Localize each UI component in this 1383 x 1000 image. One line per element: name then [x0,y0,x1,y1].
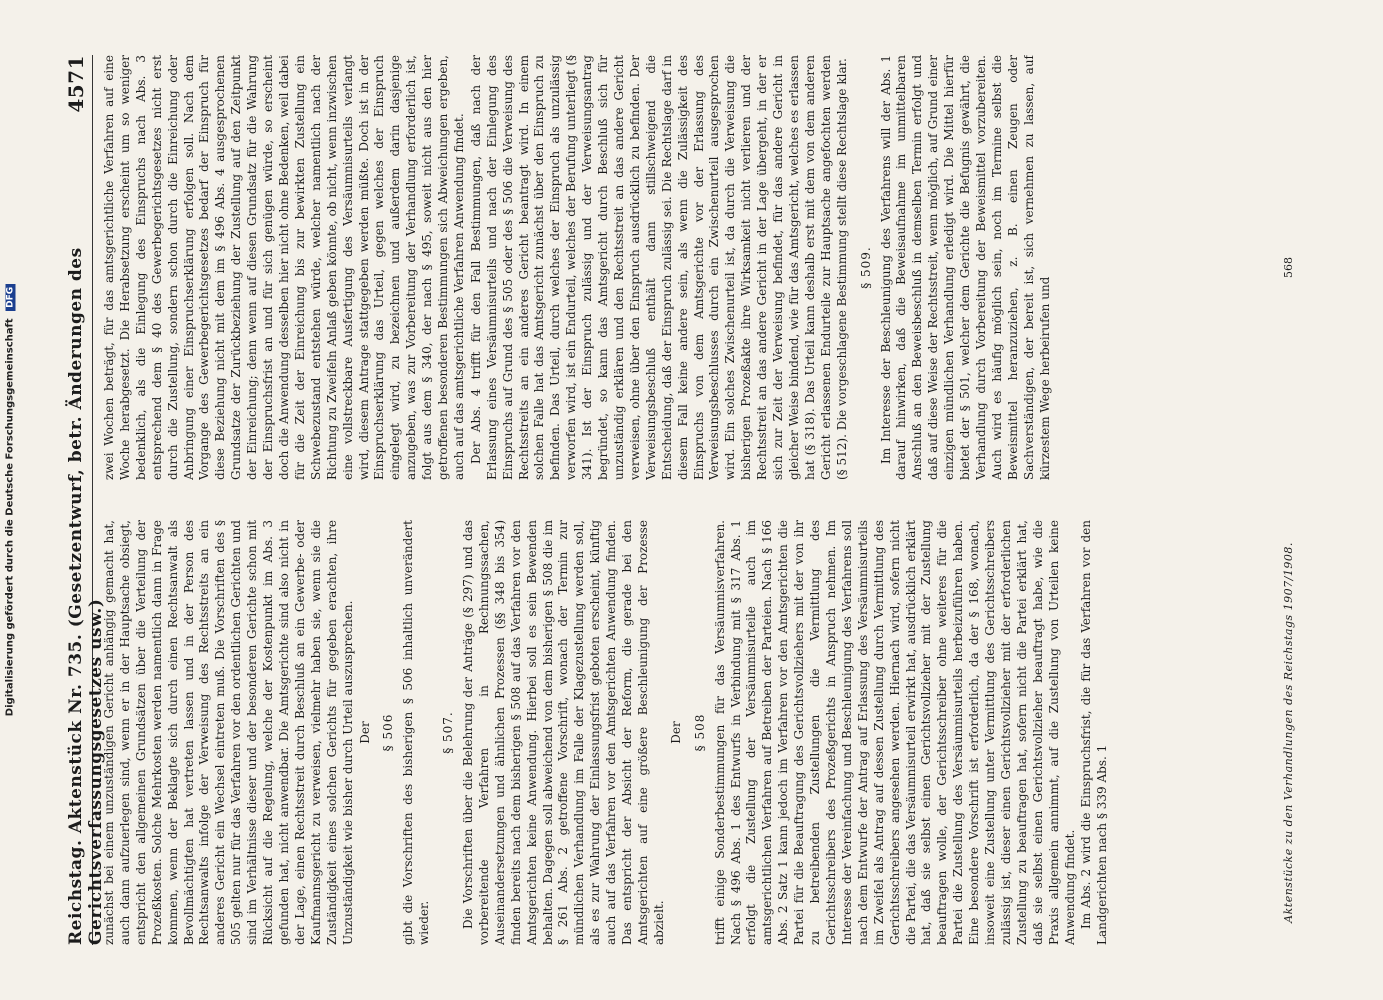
paragraph: Die Vorschriften über die Belehrung der Anträge (§ 297) und das vorbereitende Verfahren in Rechnungssachen, Auseinandersetzungen und ähnlichen Prozessen (§§ 348 bis 354) finden bereits nach dem bisherigen § 508 auf das Verfahren vor den Amtsgerichten keine Anwendung. Hierbei soll es sein Bewenden behalten. Dagegen soll abweichend von dem bisherigen § 508 die im § 261 Abs. 2 getroffene Vorschrift, wonach der Termin zur mündlichen Verhandlung im Falle der Klagezustellung werden soll, als es zur Wahrung der Einlassungsfrist geboten erscheint, künftig auch auf das Verfahren vor den Amtsgerichten Anwendung finden. Das entspricht der Absicht der Reform, die gerade bei den Amtsgerichten auf eine größere Beschleunigung der Prozesse abzielt. [461,520,666,945]
paragraph: Im Interesse der Beschleunigung des Verfahrens will der Abs. 1 darauf hinwirken, daß die Beweisaufnahme im unmittelbaren Anschluß an den Beweisbeschluß in demselben Termin erfolgt und daß auf diese Weise der Rechtsstreit, wenn möglich, auf Grund einer einzigen mündlichen Verhandlung erledigt wird. Die Mittel hierfür bietet der § 501, welcher dem Gerichte die Befugnis gewährt, die Verhandlung durch Vorbereitung der Beweismittel vorzubereiten. Auch wird es häufig möglich sein, noch im Termine selbst die Beweismittel heranzuziehen, z. B. einen Zeugen oder Sachverständigen, der bereit ist, sich vernehmen zu lassen, auf kürzestem Wege herbeirufen und [878,55,1052,480]
paragraph: Der Abs. 4 trifft für den Fall Bestimmungen, daß nach der Erlassung eines Versäumnisurteils und nach der Einlegung des Einspruchs auf Grund des § 505 oder des § 506 die Verweisung des Rechtsstreits an ein anderes Gericht beantragt wird. In einem solchen Falle hat das Amtsgericht zunächst über den Einspruch zu befinden. Das Urteil, durch welches der Einspruch als unzulässig verworfen wird, ist ein Endurteil, welches der Berufung unterliegt (§ 341). Ist der Einspruch zulässig und der Verweisungsantrag begründet, so kann das Amtsgericht durch Beschluß sich für unzuständig erklären und den Rechtsstreit an das andere Gericht verweisen, ohne über den Einspruch ausdrücklich zu befinden. Der Verweisungsbeschluß enthält dann stillschweigend die Entscheidung, daß der Einspruch zulässig sei. Die Rechtslage darf in diesem Fall keine andere sein, als wenn die Zulässigkeit des Einspruchs von dem Amtsgerichte vor der Erlassung des Verweisungsbeschlusses durch ein Zwischenurteil ausgesprochen wird. Ein solches Zwischenurteil ist, da durch die Verweisung die bisherigen Prozeßakte ihre Wirksamkeit nicht verlieren und der Rechtsstreit an das andere Gericht in der Lage übergeht, in der er sich zur Zeit der Verweisung befindet, für das andere Gericht in gleicher Weise bindend, wie für das Amtsgericht, welches es erlassen hat (§ 318). Das Urteil kann deshalb erst mit dem von dem anderen Gericht erlassenen Endurteile zur Hauptsache angefochten werden (§ 512). Die vorgeschlagene Bestimmung stellt diese Rechtslage klar. [468,55,849,480]
section-heading-506: § 506 [381,713,396,752]
paragraph: Im Abs. 2 wird die Einspruchsfrist, die für das Verfahren vor den Landgerichten nach § 339 Abs. 1 [1079,520,1110,945]
paragraph: zwei Wochen beträgt, für das amtsgerichtliche Verfahren auf eine Woche herabgesetzt. Die Herabsetzung erscheint um so weniger bedenklich, als die Einlegung des Einspruchs nach Abs. 3 entsprechend dem § 40 des Gewerbegerichtsgesetzes nicht erst durch die Zustellung, sondern schon durch die Einreichung oder Anbringung einer Einspruchserklärung erfolgen soll. Nach dem Vorgange des Gewerbegerichtsgesetzes bedarf der Einspruch für diese Beziehung nicht mit dem im § 496 Abs. 4 ausgesprochenen Grundsatze der Zurückbeziehung der Zustellung auf den Zeitpunkt der Einreichung; denn wenn auf diesen Grundsatz für die Wahrung der Einspruchsfrist an und für sich genügen würde, so erscheint doch die Anwendung desselben hier nicht ohne Bedenken, weil dabei für die Zeit der Einreichung bis zur bewirkten Zustellung ein Schwebezustand entstehen würde, welcher namentlich nach der Richtung zu Zweifeln Anlaß geben könnte, ob nicht, wenn inzwischen eine vollstreckbare Ausfertigung des Versäumnisurteils verlangt wird, diesem Antrage stattgegeben werden müßte. Doch ist in der Einspruchserklärung das Urteil, gegen welches der Einspruch eingelegt wird, zu bezeichnen und außerdem darin dasjenige anzugeben, was zur Vorbereitung der Verhandlung erforderlich ist, folgt aus dem § 340, der nach § 495, soweit nicht aus den hier getroffenen besonderen Bestimmungen sich Abweichungen ergeben, auch auf das amtsgerichtliche Verfahren Anwendung findet. [102,55,466,480]
digitization-note-text: Digitalisierung gefördert durch die Deutsche Forschungsgemeinschaft [4,318,16,717]
paragraph: zunächst bei einem unzuständigen Gericht anhängig gemacht hat, auch dann aufzuerlegen sind, wenn er in der Hauptsache obsiegt, entspricht den allgemeinen Grundsätzen über die Verteilung der Prozeßkosten. Solche Mehrkosten werden namentlich dann in Frage kommen, wenn der Beklagte sich durch einen Rechtsanwalt als Bevollmächtigten hat vertreten lassen und in der Person des Rechtsanwalts infolge der Verweisung des Rechtsstreits an ein anderes Gericht ein Wechsel eintreten muß. Die Vorschriften des § 505 gelten nur für das Verfahren vor den ordentlichen Gerichten und sind im Verhältnisse dieser und der besonderen Gerichte schon mit Rücksicht auf die Regelung, welche der Kostenpunkt im Abs. 3 gefunden hat, nicht anwendbar. Die Amtsgerichte sind also nicht in der Lage, einen Rechtsstreit durch Beschluß an ein Gewerbe- oder Kaufmannsgericht zu verweisen, vielmehr haben sie, wenn sie die Zuständigkeit eines solchen Gerichts für gegeben erachten, ihre Unzuständigkeit wie bisher durch Urteil auszusprechen. [102,520,355,945]
paragraph-der: Der [668,721,683,744]
dfg-logo: DFG [6,284,16,311]
sheet-number: 568 [1282,257,1295,278]
footer-note: Aktenstücke zu den Verhandlungen des Reichstags 1907/1908. [1282,542,1295,923]
section-heading-508: § 508 [692,713,707,752]
section-heading-507: § 507. [441,711,456,754]
scanned-page [60,55,1320,945]
paragraph: gibt die Vorschriften des bisherigen § 506 inhaltlich unverändert wieder. [401,520,432,945]
section-heading-509: § 509. [858,246,873,289]
running-header [60,55,106,945]
paragraph: trifft einige Sonderbestimmungen für das Versäumnisverfahren. Nach § 496 Abs. 1 des Entwurfs in Verbindung mit § 317 Abs. 1 erfolgt die Zustellung der Versäumnisurteile auch im amtsgerichtlichen Verfahren auf Betreiben der Parteien. Nach § 166 Abs. 2 Satz 1 kann jedoch im Verfahren vor den Amtsgerichten die Partei für die Beauftragung des Gerichtsvollziehers mit der von ihr zu betreibenden Zustellungen die Vermittlung des Gerichtsschreibers des Prozeßgerichts in Anspruch nehmen. Im Interesse der Vereinfachung und Beschleunigung des Verfahrens soll nach dem Entwurfe der Antrag auf Erlassung des Versäumnisurteils im Zweifel als Antrag auf dessen Zustellung durch Vermittlung des Gerichtsschreibers angesehen werden. Hiernach wird, sofern nicht die Partei, die das Versäumnisurteil erwirkt hat, ausdrücklich erklärt hat, daß sie selbst einen Gerichtsvollzieher mit der Zustellung beauftragen wolle, der Gerichtsschreiber ohne weiteres für die Partei die Zustellung des Versäumnisurteils herbeizuführen haben. Eine besondere Vorschrift ist erforderlich, da der § 168, wonach, insoweit eine Zustellung unter Vermittlung des Gerichtsschreibers zulässig ist, dieser einen Gerichtsvollzieher mit der erforderlichen Zustellung zu beauftragen hat, sofern nicht die Partei erklärt hat, daß sie selbst einen Gerichtsvollzieher beauftragt habe, wie die Praxis allgemein annimmt, auf die Zustellung von Urteilen keine Anwendung findet. [712,520,1077,945]
paragraph-der: Der [357,721,372,744]
right-column [102,55,1272,480]
header-title: Reichstag. Aktenstück Nr. 735. (Gesetzentwurf, betr. Änderungen des Gerichtsverfassungsgesetzes usw.) [66,247,106,945]
page-content [60,55,1320,945]
left-column [102,520,1272,945]
digitization-note [0,0,20,1000]
header-page-number: 4571 [64,55,88,113]
